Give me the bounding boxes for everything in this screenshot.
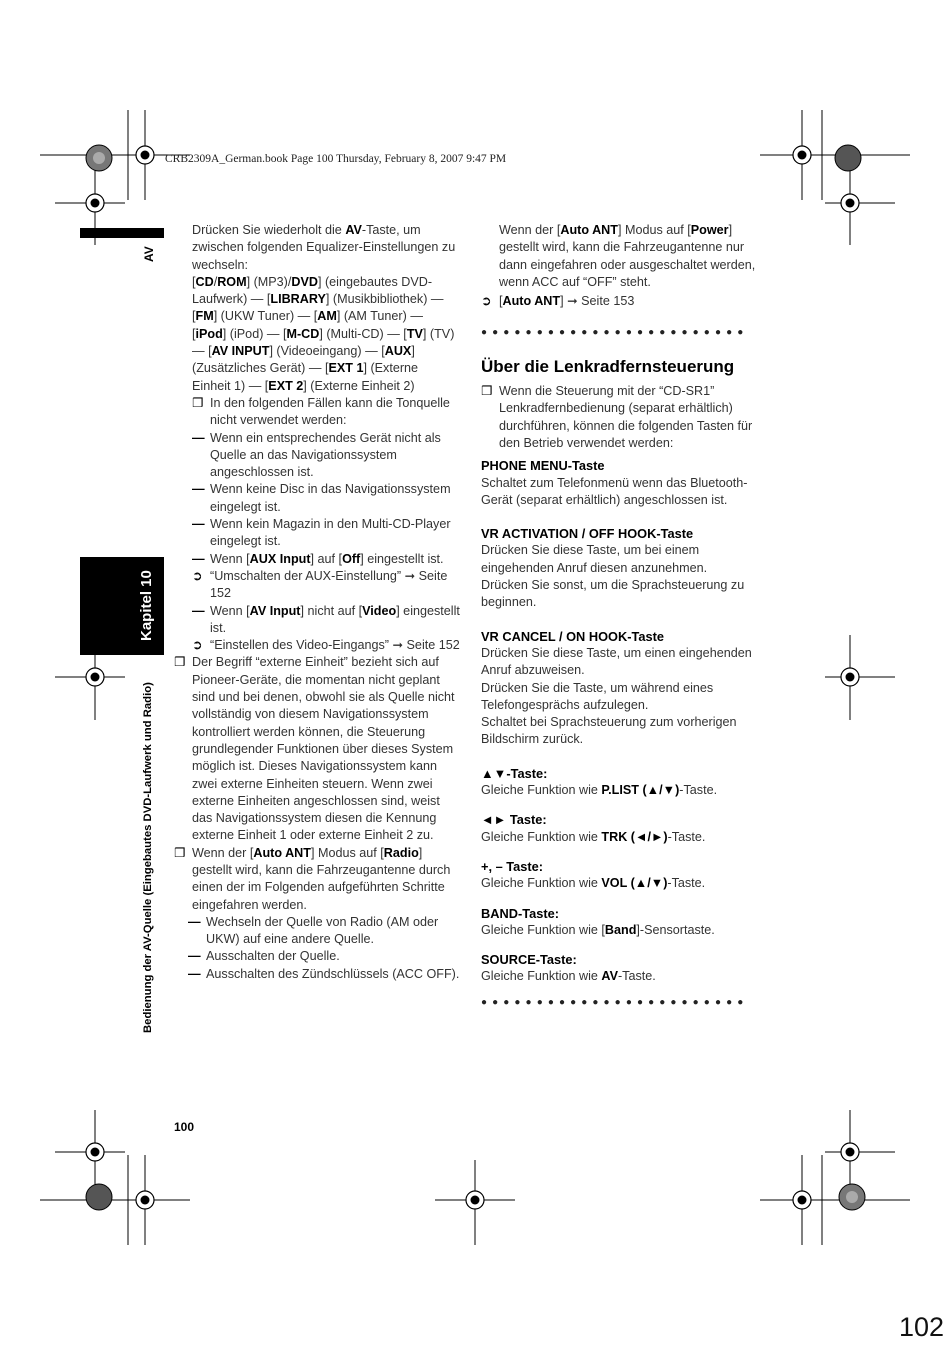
auto-ant-power-paragraph: Wenn der [Auto ANT] Modus auf [Power] gestellt wird, kann die Fahrzeugantenne nur dann eingefahren oder ausgeschaltet werden, wenn ACC auf “OFF” steht. bbox=[499, 223, 756, 289]
av-key: AV bbox=[345, 223, 362, 237]
source-name: CD bbox=[195, 274, 214, 289]
source-name: AM bbox=[317, 309, 337, 324]
dash-text: Wenn kein Magazin in den Multi-CD-Player eingelegt ist. bbox=[210, 517, 451, 549]
note-auto-ant-radio: ❒ Wenn der [Auto ANT] Modus auf [Radio] gestellt wird, kann die Fahrzeugantenne durch einen der im Folgenden aufgeführten Schritte eingefahren werden. bbox=[174, 845, 451, 912]
sequence-text: ] (Musikbibliothek) — [ bbox=[192, 292, 444, 324]
sequence-text: ] (MP3)/ bbox=[246, 274, 292, 289]
key-heading: VR ACTIVATION / OFF HOOK-Taste bbox=[481, 526, 694, 542]
key-heading: ▲▼-Taste: bbox=[481, 765, 548, 781]
section-sidebar-label: Bedienung der AV-Quelle (Eingebautes DVD-Laufwerk und Radio) bbox=[142, 682, 154, 1033]
reference-text: “Einstellen des Video-Eingangs” ➞ Seite 152 bbox=[210, 638, 460, 653]
source-name: EXT 2 bbox=[268, 378, 304, 393]
dash-item: — Wenn [AUX Input] auf [Off] eingestellt ist. bbox=[192, 551, 444, 566]
source-name: DVD bbox=[291, 274, 318, 289]
source-name: M-CD bbox=[286, 326, 320, 341]
key-description: Gleiche Funktion wie TRK (◄/►)-Taste. bbox=[481, 829, 706, 844]
reference-link[interactable] bbox=[192, 637, 460, 654]
reference-link[interactable]: ➲ [Auto ANT] ➞ Seite 153 bbox=[481, 293, 771, 310]
sequence-text: [ bbox=[192, 274, 196, 289]
dash-item: — Wenn [AV Input] nicht auf [Video] eingestellt ist. bbox=[192, 603, 460, 635]
dash-text: Ausschalten der Quelle. bbox=[206, 949, 340, 964]
dash-item: — Wenn keine Disc in das Navigationssystem eingelegt ist. bbox=[192, 482, 451, 514]
file-info-header: CRB2309A_German.book Page 100 Thursday, February 8, 2007 9:47 PM bbox=[165, 153, 507, 165]
equalizer-sequence bbox=[192, 274, 460, 395]
key-heading: SOURCE-Taste: bbox=[481, 952, 577, 968]
intro-text-2: -Taste, um zwischen folgenden Equalizer-Einstellungen zu wechseln: bbox=[192, 223, 456, 272]
key-description: Schaltet bei Sprachsteuerung zum vorherigen Bildschirm zurück. bbox=[481, 715, 737, 747]
key-description: Schaltet zum Telefonmenü wenn das Bluetooth-Gerät (separat erhältlich) angeschlossen ist. bbox=[481, 475, 748, 507]
source-name: FM bbox=[195, 309, 214, 324]
reference-text: “Umschalten der AUX-Einstellung” ➞ Seite 152 bbox=[210, 568, 448, 601]
key-heading: VR CANCEL / ON HOOK-Taste bbox=[481, 628, 664, 644]
sequence-text: ] (eingebautes DVD-Laufwerk) — [ bbox=[192, 274, 433, 307]
checkbox-bullet-icon: ❒ bbox=[174, 845, 186, 860]
sidebar-av-label: AV bbox=[142, 246, 156, 262]
sidebar-bar bbox=[80, 228, 164, 238]
section-divider-dots: ●●●●●●●●●●●●●●●●●●●●●●●● bbox=[481, 996, 749, 1008]
note-text: In den folgenden Fällen kann die Tonquelle nicht verwendet werden: bbox=[210, 395, 450, 428]
dash-item: — Wenn kein Magazin in den Multi-CD-Player eingelegt ist. bbox=[192, 517, 451, 549]
left-column bbox=[174, 222, 460, 983]
dash-item: — Ausschalten der Quelle. bbox=[188, 949, 340, 964]
key-heading: PHONE MENU-Taste bbox=[481, 458, 605, 474]
source-name: AUX bbox=[384, 344, 412, 359]
note-tonquelle bbox=[192, 395, 460, 430]
dash-item: — Wenn ein entsprechendes Gerät nicht als Quelle an das Navigationssystem angeschlossen ist. bbox=[192, 430, 441, 480]
sequence-text: ] (Multi-CD) — [ bbox=[319, 326, 407, 341]
note-cd-sr1 bbox=[481, 383, 771, 452]
source-name: AV INPUT bbox=[211, 344, 270, 359]
sequence-text: / bbox=[213, 274, 218, 289]
source-name: EXT 1 bbox=[328, 361, 364, 376]
key-description: Gleiche Funktion wie VOL (▲/▼)-Taste. bbox=[481, 876, 706, 891]
key-heading: +, – Taste: bbox=[481, 858, 543, 874]
key-heading: ◄► Taste: bbox=[481, 812, 547, 828]
intro-paragraph bbox=[192, 222, 460, 274]
key-description: Gleiche Funktion wie [Band]-Sensortaste. bbox=[481, 922, 715, 937]
key-description: Drücken Sie diese Taste, um einen eingehenden Anruf abzuweisen. bbox=[481, 645, 752, 678]
checkbox-bullet-icon: ❒ bbox=[192, 395, 204, 410]
section-title: Über die Lenkradfernsteuerung bbox=[481, 356, 735, 376]
key-description: Drücken Sie diese Taste, um bei einem eingehenden Anruf diesen anzunehmen. bbox=[481, 543, 708, 575]
reference-link[interactable] bbox=[192, 568, 460, 603]
note-text: Der Begriff “externe Einheit” bezieht sich auf Pioneer-Geräte, die momentan nicht geplant sind und bei denen, obwohl sie als Quelle nicht vollständig von diesem Navigationssystem kontrolliert werden können, die Steuerung grundlegender Funktionen über dieses System möglich ist. Dieses Navigationssystem kann zwei externe Einheiten steuern. Wenn zwei externe Einheiten angeschlossen sind, weist das Navigationssystem diesen die Kennung externe Einheit 1 oder externe Einheit 2 zu. bbox=[192, 655, 455, 843]
sequence-text: ] (Videoeingang) — [ bbox=[269, 344, 385, 359]
checkbox-bullet-icon: ❒ bbox=[481, 384, 493, 399]
dash-text: Ausschalten des Zündschlüssels (ACC OFF). bbox=[206, 966, 460, 981]
reference-arrow-icon: ➲ bbox=[192, 568, 203, 583]
dash-text: Wechseln der Quelle von Radio (AM oder UKW) auf eine andere Quelle. bbox=[206, 914, 439, 947]
source-name: LIBRARY bbox=[270, 292, 326, 307]
key-description: Drücken Sie sonst, um die Sprachsteuerung zu beginnen. bbox=[481, 578, 745, 610]
key-heading: BAND-Taste: bbox=[481, 905, 559, 921]
right-column bbox=[481, 222, 771, 1011]
key-description: Gleiche Funktion wie AV-Taste. bbox=[481, 969, 656, 984]
note-externe-einheit bbox=[174, 654, 460, 844]
reference-arrow-icon: ➲ bbox=[192, 638, 203, 653]
sequence-text: ] (AM Tuner) — [ bbox=[192, 309, 423, 341]
note-text: Wenn die Steuerung mit der “CD-SR1” Lenkradfernbedienung (separat erhältlich) durchführen, können die folgenden Tasten für den Betrieb verwendet werden: bbox=[499, 384, 753, 450]
reference-arrow-icon: ➲ bbox=[481, 294, 492, 309]
page-number: 100 bbox=[174, 1120, 195, 1134]
dash-item: — Wechseln der Quelle von Radio (AM oder UKW) auf eine andere Quelle. bbox=[188, 914, 439, 947]
dash-text: Wenn keine Disc in das Navigationssystem eingelegt ist. bbox=[210, 482, 451, 514]
sequence-text: ] (UKW Tuner) — [ bbox=[213, 309, 318, 324]
sequence-text: ] (iPod) — [ bbox=[222, 326, 287, 341]
sequence-text: ] (Zusätzliches Gerät) — [ bbox=[192, 344, 415, 376]
sequence-text: ] (Externe Einheit 2) bbox=[303, 378, 415, 393]
dash-item: — Ausschalten des Zündschlüssels (ACC OFF). bbox=[188, 966, 460, 981]
key-description: Gleiche Funktion wie P.LIST (▲/▼)-Taste. bbox=[481, 783, 718, 798]
sequence-text: ] (Externe Einheit 1) — [ bbox=[192, 361, 419, 393]
section-divider-dots: ●●●●●●●●●●●●●●●●●●●●●●●● bbox=[481, 327, 749, 339]
sequence-text: ] (TV) — [ bbox=[192, 326, 455, 359]
checkbox-bullet-icon: ❒ bbox=[174, 655, 186, 670]
dash-text: Wenn ein entsprechendes Gerät nicht als Quelle an das Navigationssystem angeschlossen ist. bbox=[210, 430, 441, 480]
source-name: iPod bbox=[195, 326, 223, 341]
source-name: ROM bbox=[217, 274, 247, 289]
key-description: Drücken Sie die Taste, um während eines Telefongesprächs aufzulegen. bbox=[481, 680, 714, 712]
intro-text: Drücken Sie wiederholt die bbox=[192, 223, 346, 237]
source-name: TV bbox=[406, 326, 423, 341]
scan-page-label: 102 bbox=[898, 1312, 944, 1342]
chapter-label: Kapitel 10 bbox=[138, 570, 155, 642]
